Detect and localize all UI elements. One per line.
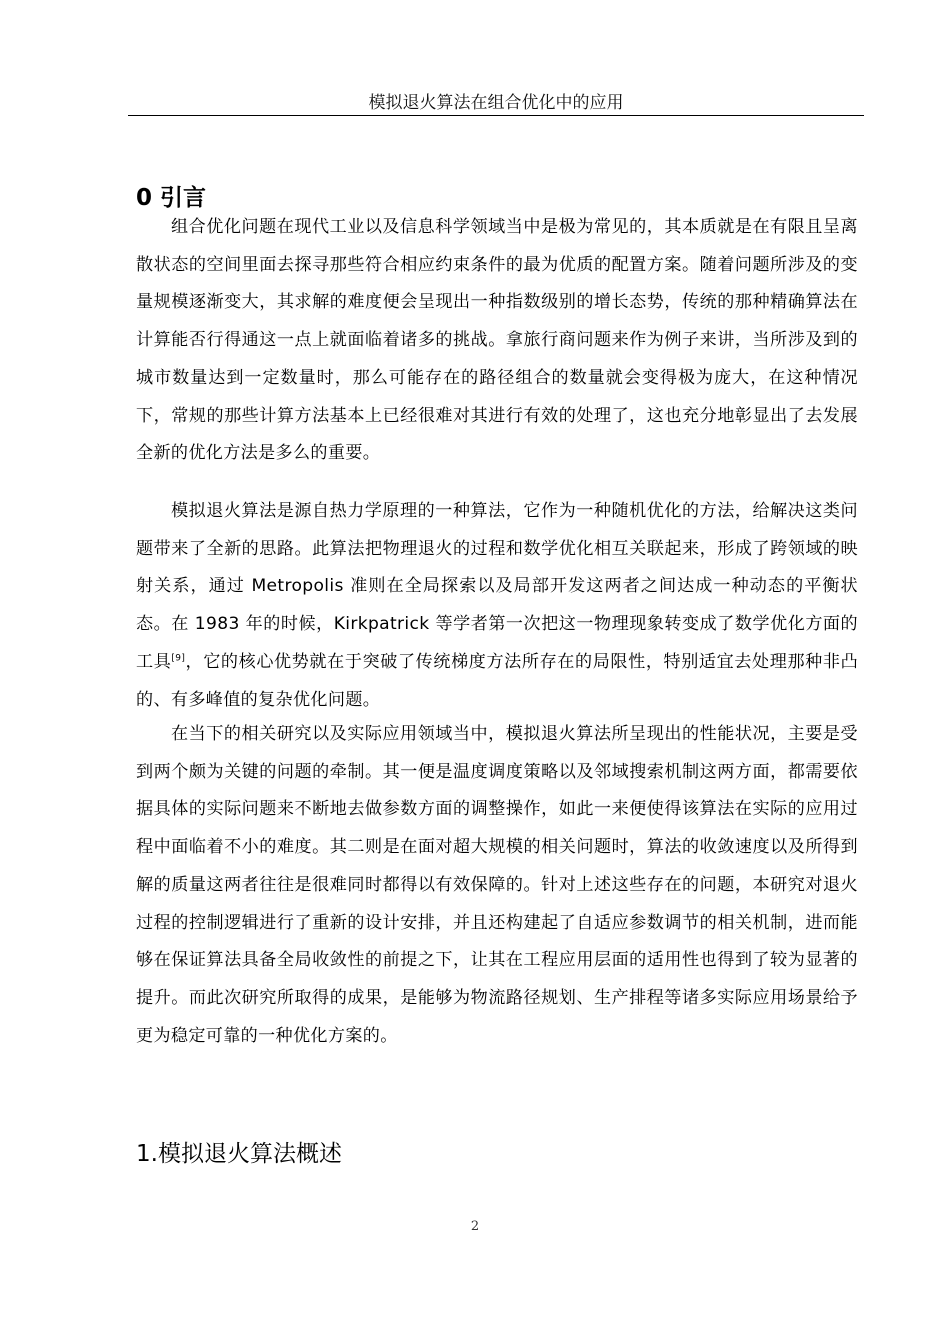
paragraph-2-text-before-citation: 模拟退火算法是源自热力学原理的一种算法，它作为一种随机优化的方法，给解决这类问题带来了全新的思路。此算法把物理退火的过程和数学优化相互关联起来，形成了跨领域的映射关系，通过 Metropolis 准则在全局探索以及局部开发这两者之间达成一种动态的平衡状态。在 1983 年的时候，Kirkpatrick 等学者第一次把这一物理现象转变成了数学优化方面的工具	[136, 501, 858, 672]
paragraph-2	[136, 493, 858, 719]
paragraph-3: 在当下的相关研究以及实际应用领域当中，模拟退火算法所呈现出的性能状况，主要是受到两个颇为关键的问题的牵制。其一便是温度调度策略以及邻域搜索机制这两方面，都需要依据具体的实际问题来不断地去做参数方面的调整操作，如此一来便使得该算法在实际的应用过程中面临着不小的难度。其二则是在面对超大规模的相关问题时，算法的收敛速度以及所得到解的质量这两者往往是很难同时都得以有效保障的。针对上述这些存在的问题，本研究对退火过程的控制逻辑进行了重新的设计安排，并且还构建起了自适应参数调节的相关机制，进而能够在保证算法具备全局收敛性的前提之下，让其在工程应用层面的适用性也得到了较为显著的提升。而此次研究所取得的成果，是能够为物流路径规划、生产排程等诸多实际应用场景给予更为稳定可靠的一种优化方案的。	[136, 724, 858, 1046]
running-header: 模拟退火算法在组合优化中的应用	[368, 93, 624, 113]
citation-marker: [9]	[171, 653, 186, 664]
page-number: 2	[470, 1219, 480, 1234]
paragraph-1: 组合优化问题在现代工业以及信息科学领域当中是极为常见的，其本质就是在有限且呈离散状态的空间里面去探寻那些符合相应约束条件的最为优质的配置方案。随着问题所涉及的变量规模逐渐变大，其求解的难度便会呈现出一种指数级别的增长态势，传统的那种精确算法在计算能否行得通这一点上就面临着诸多的挑战。拿旅行商问题来作为例子来讲，当所涉及到的城市数量达到一定数量时，那么可能存在的路径组合的数量就会变得极为庞大，在这种情况下，常规的那些计算方法基本上已经很难对其进行有效的处理了，这也充分地彰显出了去发展全新的优化方法是多么的重要。	[136, 217, 858, 464]
paragraph-2-container	[136, 493, 858, 719]
paragraph-3-container	[136, 716, 858, 1055]
section-heading-introduction: 0 引言	[136, 185, 207, 211]
header-rule	[128, 115, 864, 116]
paragraph-1-container	[136, 209, 858, 473]
paragraph-2-text-after-citation: ，它的核心优势就在于突破了传统梯度方法所存在的局限性，特别适宜去处理那种非凸的、有多峰值的复杂优化问题。	[136, 651, 859, 710]
section-heading-overview: 1.模拟退火算法概述	[136, 1141, 342, 1167]
